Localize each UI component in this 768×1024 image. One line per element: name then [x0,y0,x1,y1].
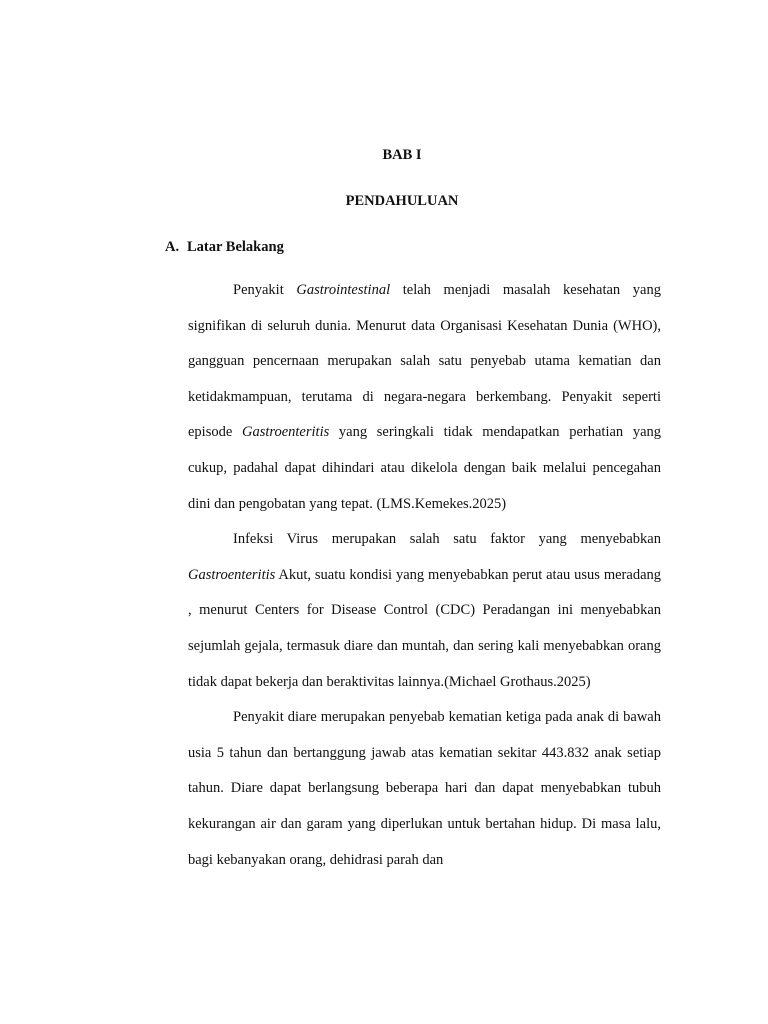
text-run: Akut, suatu kondisi yang menyebabkan perut atau usus meradang , menurut Centers for Disease Control (CDC) Peradangan ini menyebabkan sejumlah gejala, termasuk diare dan muntah, dan sering kali menyebabkan orang tidak dapat bekerja dan beraktivitas lainnya.(Michael Grothaus.2025) [188,566,661,690]
text-run: Penyakit diare merupakan penyebab kematian ketiga pada anak di bawah usia 5 tahun dan bertanggung jawab atas kematian sekitar 443.832 anak setiap tahun. Diare dapat berlangsung beberapa hari dan dapat menyebabkan tubuh kekurangan air dan garam yang diperlukan untuk bertahan hidup. Di masa lalu, bagi kebanyakan orang, dehidrasi parah dan [188,709,661,868]
body-text [188,273,661,878]
paragraph [188,273,661,522]
text-run: Infeksi Virus merupakan salah satu faktor yang menyebabkan [233,531,661,548]
section-heading [165,238,284,256]
section-number: A. [165,239,180,255]
chapter-title: PENDAHULUAN [345,193,459,209]
text-run: telah menjadi masalah kesehatan yang signifikan di seluruh dunia. Menurut data Organisasi Kesehatan Dunia (WHO), gangguan pencernaan merupakan salah satu penyebab utama kematian dan ketidakmampuan, terutama di negara-negara berkembang. Penyakit seperti episode [188,282,661,441]
text-run: Penyakit [233,282,297,298]
section-title: Latar Belakang [187,239,284,255]
paragraph [188,700,661,878]
italic-term: Gastroenteritis [241,424,330,441]
text-run: yang seringkali tidak mendapatkan perhatian yang cukup, padahal dapat dihindari atau dikelola dengan baik melalui pencegahan dini dan pengobatan yang tepat. (LMS.Kemekes.2025) [188,424,662,512]
paragraph [188,522,661,700]
italic-term: Gastrointestinal [296,282,391,298]
italic-term: Gastroenteritis [188,566,276,583]
chapter-label: BAB I [382,147,422,163]
